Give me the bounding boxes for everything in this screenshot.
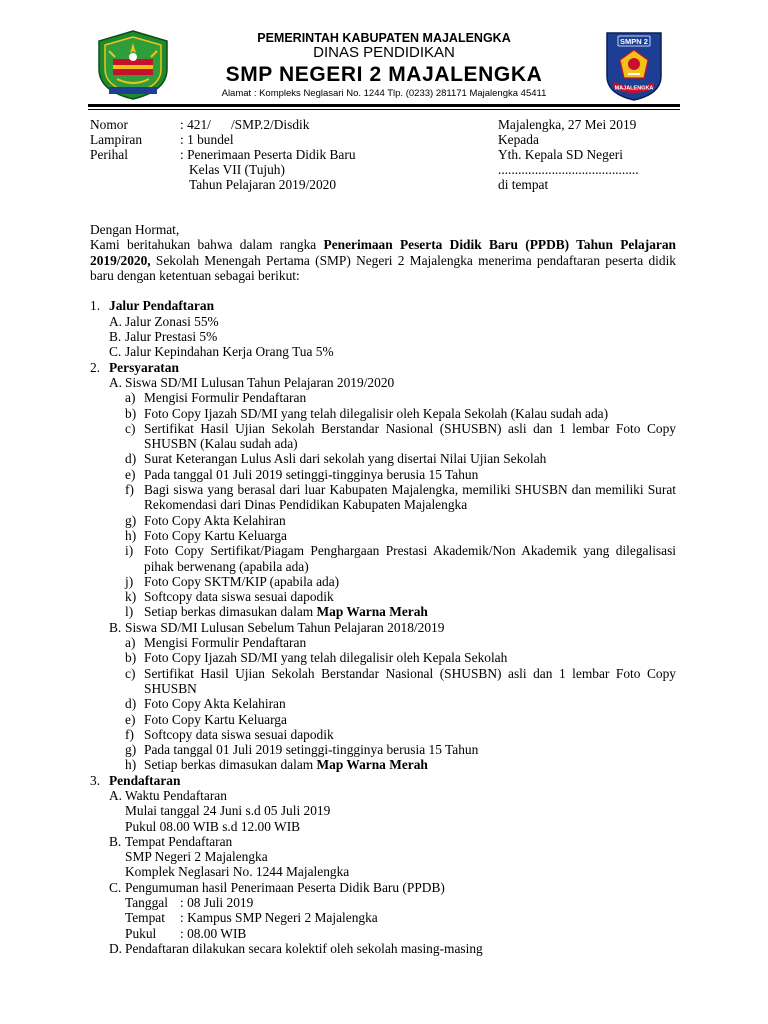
perihal-line-3: Tahun Pelajaran 2019/2020 [189,177,337,192]
intro-paragraph [90,237,676,283]
item-marker: b) [125,650,137,666]
list-item [90,604,676,619]
item-marker: a) [125,390,136,406]
subsection-marker: A. [109,374,123,390]
item-text: Pada tanggal 01 Juli 2019 setinggi-tingginya berusia 15 Tahun [144,742,479,758]
item-text: Jalur Zonasi 55% [125,313,219,329]
item-marker: e) [125,466,136,482]
item-text: Foto Copy Ijazah SD/MI yang telah dilegalisir oleh Kepala Sekolah [144,650,508,666]
section-1-heading [90,298,676,313]
list-item [90,421,676,452]
subsection-title: Siswa SD/MI Lulusan Sebelum Tahun Pelajaran 2018/2019 [125,619,445,635]
list-item [90,712,676,727]
section-number: 1. [90,298,101,314]
recipient-kepada: Kepada [498,132,539,147]
registration-hours: Pukul 08.00 WIB s.d 12.00 WIB [125,818,301,834]
subsection-marker: D. [109,940,123,956]
item-text: Surat Keterangan Lulus Asli dari sekolah yang disertai Nilai Ujian Sekolah [144,451,547,467]
registration-venue-address: Komplek Neglasari No. 1244 Majalengka [125,864,350,880]
item-marker: f) [125,482,134,498]
item-text: Jalur Prestasi 5% [125,329,218,345]
item-marker: b) [125,405,137,421]
government-heading: PEMERINTAH KABUPATEN MAJALENGKA [257,31,511,45]
announcement-time-label: Pukul [125,925,157,941]
list-item [90,742,676,757]
subsection-title: Siswa SD/MI Lulusan Tahun Pelajaran 2019/2020 [125,374,395,390]
list-item [90,467,676,482]
subsection-title: Pengumuman hasil Penerimaan Peserta Didik Baru (PPDB) [125,879,445,895]
letterhead-rule-thin [88,109,680,110]
subsection-marker: A. [109,787,123,803]
section-number: 3. [90,772,101,788]
item-text: Foto Copy SKTM/KIP (apabila ada) [144,573,340,589]
item-marker: h) [125,527,137,543]
item-marker: j) [125,573,134,589]
item-marker: i) [125,543,134,559]
subsection-3c-heading [90,880,676,895]
list-item [90,543,676,574]
registration-venue: SMP Negeri 2 Majalengka [125,849,268,865]
item-marker: k) [125,589,137,605]
list-item [90,451,676,466]
greeting: Dengan Hormat, [90,222,180,237]
item-marker: a) [125,635,136,651]
perihal-line-2: Kelas VII (Tujuh) [189,162,285,177]
item-marker: h) [125,757,137,773]
intro-text-pre: Kami beritahukan bahwa dalam rangka [90,237,324,253]
list-item [90,650,676,665]
item-text: Softcopy data siswa sesuai dapodik [144,589,334,605]
subsection-marker: B. [109,833,122,849]
item-text: Foto Copy Kartu Keluarga [144,711,287,727]
lampiran-value: : 1 bundel [180,132,234,147]
item-text: Mengisi Formulir Pendaftaran [144,390,307,406]
item-text: Foto Copy Akta Kelahiran [144,696,286,712]
item-text [144,757,676,772]
item-marker: A. [109,313,123,329]
letter-date: Majalengka, 27 Mei 2019 [498,117,637,132]
letterhead-rule-thick [88,104,680,107]
item-text: Mengisi Formulir Pendaftaran [144,635,307,651]
item-text: Bagi siswa yang berasal dari luar Kabupaten Majalengka, memiliki SHUSBN dan memiliki Surat Rekomendasi dari Dinas Pendidikan Kabupaten Majalengka [144,482,676,513]
item-text-bold: Map Warna Merah [316,604,428,620]
announcement-time-value: : 08.00 WIB [180,925,247,941]
subsection-3a-heading [90,788,676,803]
subsection-2a-heading [90,375,676,390]
subsection-2a-list [90,390,676,619]
registration-period: Mulai tanggal 24 Juni s.d 05 Juli 2019 [125,803,331,819]
item-marker: c) [125,420,136,436]
perihal-label: Perihal [90,147,128,162]
section-1-list [90,314,676,360]
item-text-pre: Setiap berkas dimasukan dalam [144,757,317,773]
list-item [90,727,676,742]
item-marker: d) [125,451,137,467]
list-item [90,406,676,421]
list-item [90,528,676,543]
nomor-label: Nomor [90,117,128,132]
school-address: Alamat : Kompleks Neglasari No. 1244 Tlp. (0233) 281171 Majalengka 45411 [221,88,547,99]
intro-text-bold: Penerimaan Peserta Didik Baru (PPDB) Tahun Pelajaran 2019/2020, [90,237,676,268]
item-marker: g) [125,512,137,528]
item-text: Foto Copy Sertifikat/Piagam Penghargaan Prestasi Akademik/Non Akademik yang dilegalisasi pihak berwenang (apabila ada) [144,543,676,574]
nomor-value: : 421/ /SMP.2/Disdik [180,117,310,132]
item-text: Foto Copy Ijazah SD/MI yang telah dilegalisir oleh Kepala Sekolah (Kalau sudah ada) [144,405,609,421]
item-marker: d) [125,696,137,712]
subsection-title: Tempat Pendaftaran [125,833,233,849]
section-number: 2. [90,359,101,375]
subsection-marker: B. [109,619,122,635]
item-marker: B. [109,329,122,345]
subsection-2b-heading [90,620,676,635]
item-text-bold: Map Warna Merah [316,757,428,773]
recipient-place: di tempat [498,177,549,192]
item-marker: e) [125,711,136,727]
list-item [90,696,676,711]
department-heading: DINAS PENDIDIKAN [313,44,455,61]
item-text: Foto Copy Kartu Keluarga [144,527,287,543]
list-item [90,344,676,359]
badge-top-text: SMPN 2 [620,37,648,46]
item-marker: f) [125,726,134,742]
section-2-heading [90,360,676,375]
announcement-place-value: : Kampus SMP Negeri 2 Majalengka [180,910,378,926]
item-text: Foto Copy Akta Kelahiran [144,512,286,528]
item-text [144,604,676,619]
item-text-pre: Setiap berkas dimasukan dalam [144,604,317,620]
subsection-3b-heading [90,834,676,849]
announcement-place-label: Tempat [125,910,165,926]
intro-text-post: Sekolah Menengah Pertama (SMP) Negeri 2 Majalengka menerima pendaftaran peserta didik baru dengan ketentuan sebagai berikut: [90,252,676,283]
item-text: Softcopy data siswa sesuai dapodik [144,726,334,742]
subsection-title: Waktu Pendaftaran [125,787,227,803]
announcement-date-row [90,895,676,910]
announcement-date-label: Tanggal [125,895,168,911]
section-title: Persyaratan [109,359,179,375]
list-item [90,574,676,589]
perihal-value: : Penerimaan Peserta Didik Baru [180,147,356,162]
badge-bottom-text: MAJALENGKA [614,85,654,92]
list-item [90,314,676,329]
section-3-heading [90,773,676,788]
item-text: Pada tanggal 01 Juli 2019 setinggi-tingginya berusia 15 Tahun [144,466,479,482]
section-title: Jalur Pendaftaran [109,298,215,314]
list-item [90,329,676,344]
list-item [90,482,676,513]
announcement-date-value: : 08 Juli 2019 [180,895,254,911]
list-item [90,666,676,697]
subsection-title: Pendaftaran dilakukan secara kolektif oleh sekolah masing-masing [125,940,483,956]
list-item [90,635,676,650]
item-text: Sertifikat Hasil Ujian Sekolah Berstandar Nasional (SHUSBN) asli dan 1 lembar Foto Copy SHUSBN (Kalau sudah ada) [144,420,676,452]
section-title: Pendaftaran [109,772,181,788]
recipient-blank: .......................................... [498,162,639,177]
item-marker: l) [125,604,134,620]
list-item [90,390,676,405]
announcement-time-row [90,926,676,941]
list-item [90,757,676,772]
item-marker: c) [125,665,136,681]
letter-body [90,222,676,956]
item-marker: g) [125,742,137,758]
item-text: Jalur Kepindahan Kerja Orang Tua 5% [125,344,334,360]
subsection-3d-heading [90,941,676,956]
lampiran-label: Lampiran [90,132,143,147]
subsection-marker: C. [109,879,122,895]
subsection-2b-list [90,635,676,773]
item-text: Sertifikat Hasil Ujian Sekolah Berstandar Nasional (SHUSBN) asli dan 1 lembar Foto Copy SHUSBN [144,665,676,696]
list-item [90,589,676,604]
item-marker: C. [109,344,122,360]
recipient-name: Yth. Kepala SD Negeri [498,147,623,162]
school-name: SMP NEGERI 2 MAJALENGKA [225,63,543,86]
announcement-place-row [90,910,676,925]
list-item [90,513,676,528]
